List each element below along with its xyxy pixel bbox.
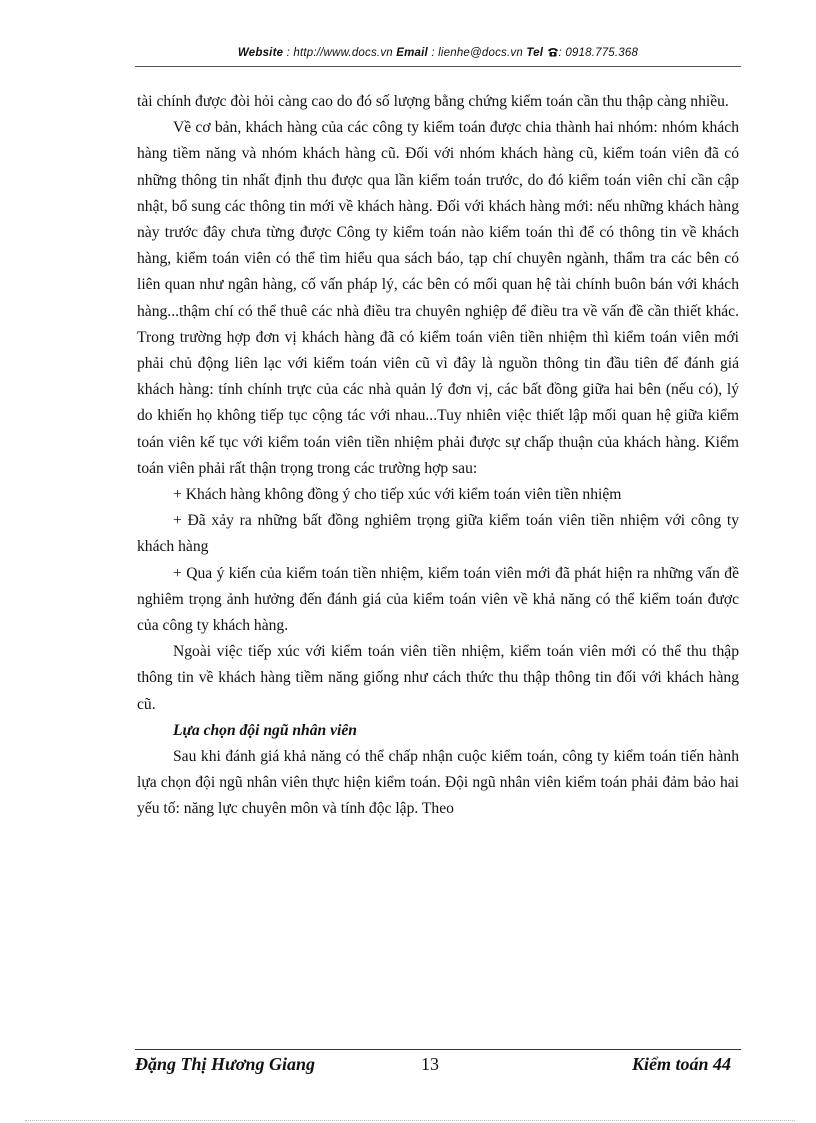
page-bottom-border bbox=[25, 1120, 795, 1121]
paragraph: Ngoài việc tiếp xúc với kiểm toán viên tiền nhiệm, kiểm toán viên mới có thể thu thập thông tin về khách hàng tiềm năng giống như cách thức thu thập thông tin đối với khách hàng cũ. bbox=[137, 643, 739, 713]
footer-department: Kiểm toán 44 bbox=[631, 1054, 731, 1074]
list-item: + Khách hàng không đồng ý cho tiếp xúc với kiểm toán viên tiền nhiệm bbox=[173, 486, 622, 504]
paragraph: Sau khi đánh giá khả năng có thể chấp nhận cuộc kiểm toán, công ty kiểm toán tiến hành lựa chọn đội ngũ nhân viên thực hiện kiểm toán. Đội ngũ nhân viên kiểm toán phải đảm bảo hai yếu tố: năng lực chuyên môn và tính độc lập. Theo bbox=[137, 748, 739, 818]
page-footer bbox=[135, 1054, 741, 1078]
phone-icon bbox=[547, 47, 559, 59]
list-item: + Qua ý kiến của kiểm toán tiền nhiệm, kiểm toán viên mới đã phát hiện ra những vấn đề nghiêm trọng ảnh hưởng đến đánh giá của kiểm toán viên về khả năng có thể kiểm toán được của công ty khách hàng. bbox=[137, 564, 739, 635]
footer-divider bbox=[135, 1049, 741, 1050]
document-body bbox=[137, 89, 739, 823]
page-number: 13 bbox=[421, 1054, 439, 1074]
header-divider bbox=[135, 66, 741, 67]
page-header bbox=[135, 47, 741, 65]
tel-label: Tel bbox=[526, 47, 544, 59]
website-label: Website bbox=[237, 47, 284, 59]
footer-author: Đặng Thị Hương Giang bbox=[135, 1054, 315, 1074]
email-address[interactable]: : lienhe@docs.vn bbox=[427, 47, 527, 59]
tel-number: : 0918.775.368 bbox=[558, 47, 639, 59]
email-label: Email bbox=[396, 47, 428, 59]
section-heading: Lựa chọn đội ngũ nhân viên bbox=[173, 721, 357, 739]
paragraph: tài chính được đòi hỏi càng cao do đó số lượng bằng chứng kiểm toán cần thu thập càng nhiều. bbox=[137, 93, 729, 110]
website-url[interactable]: : http://www.docs.vn bbox=[283, 47, 397, 59]
list-item: + Đã xảy ra những bất đồng nghiêm trọng giữa kiểm toán viên tiền nhiệm với công ty khách hàng bbox=[137, 512, 739, 556]
paragraph: Về cơ bản, khách hàng của các công ty kiểm toán được chia thành hai nhóm: nhóm khách hàng tiềm năng và nhóm khách hàng cũ. Đối với nhóm khách hàng cũ, kiểm toán viên đã có những thông tin nhất định thu được qua lần kiểm toán trước, do đó kiểm toán viên chỉ cần cập nhật, bổ sung các thông tin mới về khách hàng. Đối với khách hàng mới: nếu những khách hàng này trước đây chưa từng được Công ty kiểm toán nào kiểm toán thì để có thông tin về khách hàng, kiểm toán viên có thể tìm hiểu qua sách báo, tạp chí chuyên ngành, thẩm tra các bên có liên quan như ngân hàng, cố vấn pháp lý, các bên có mối quan hệ tài chính buôn bán với khách hàng...thậm chí có thể thuê các nhà điều tra chuyên nghiệp để điều tra về vấn đề cần thiết khác. Trong trường hợp đơn vị khách hàng đã có kiểm toán viên tiền nhiệm thì kiểm toán viên mới phải chủ động liên lạc với kiểm toán viên cũ vì đây là nguồn thông tin đầu tiên để đánh giá khách hàng: tính chính trực của các nhà quản lý đơn vị, các bất đồng giữa hai bên (nếu có), lý do khiến họ không tiếp tục cộng tác với nhau...Tuy nhiên việc thiết lập mối quan hệ giữa kiểm toán viên kế tục với kiểm toán viên tiền nhiệm phải được sự chấp thuận của khách hàng. Kiểm toán viên phải rất thận trọng trong các trường hợp sau: bbox=[137, 119, 739, 477]
